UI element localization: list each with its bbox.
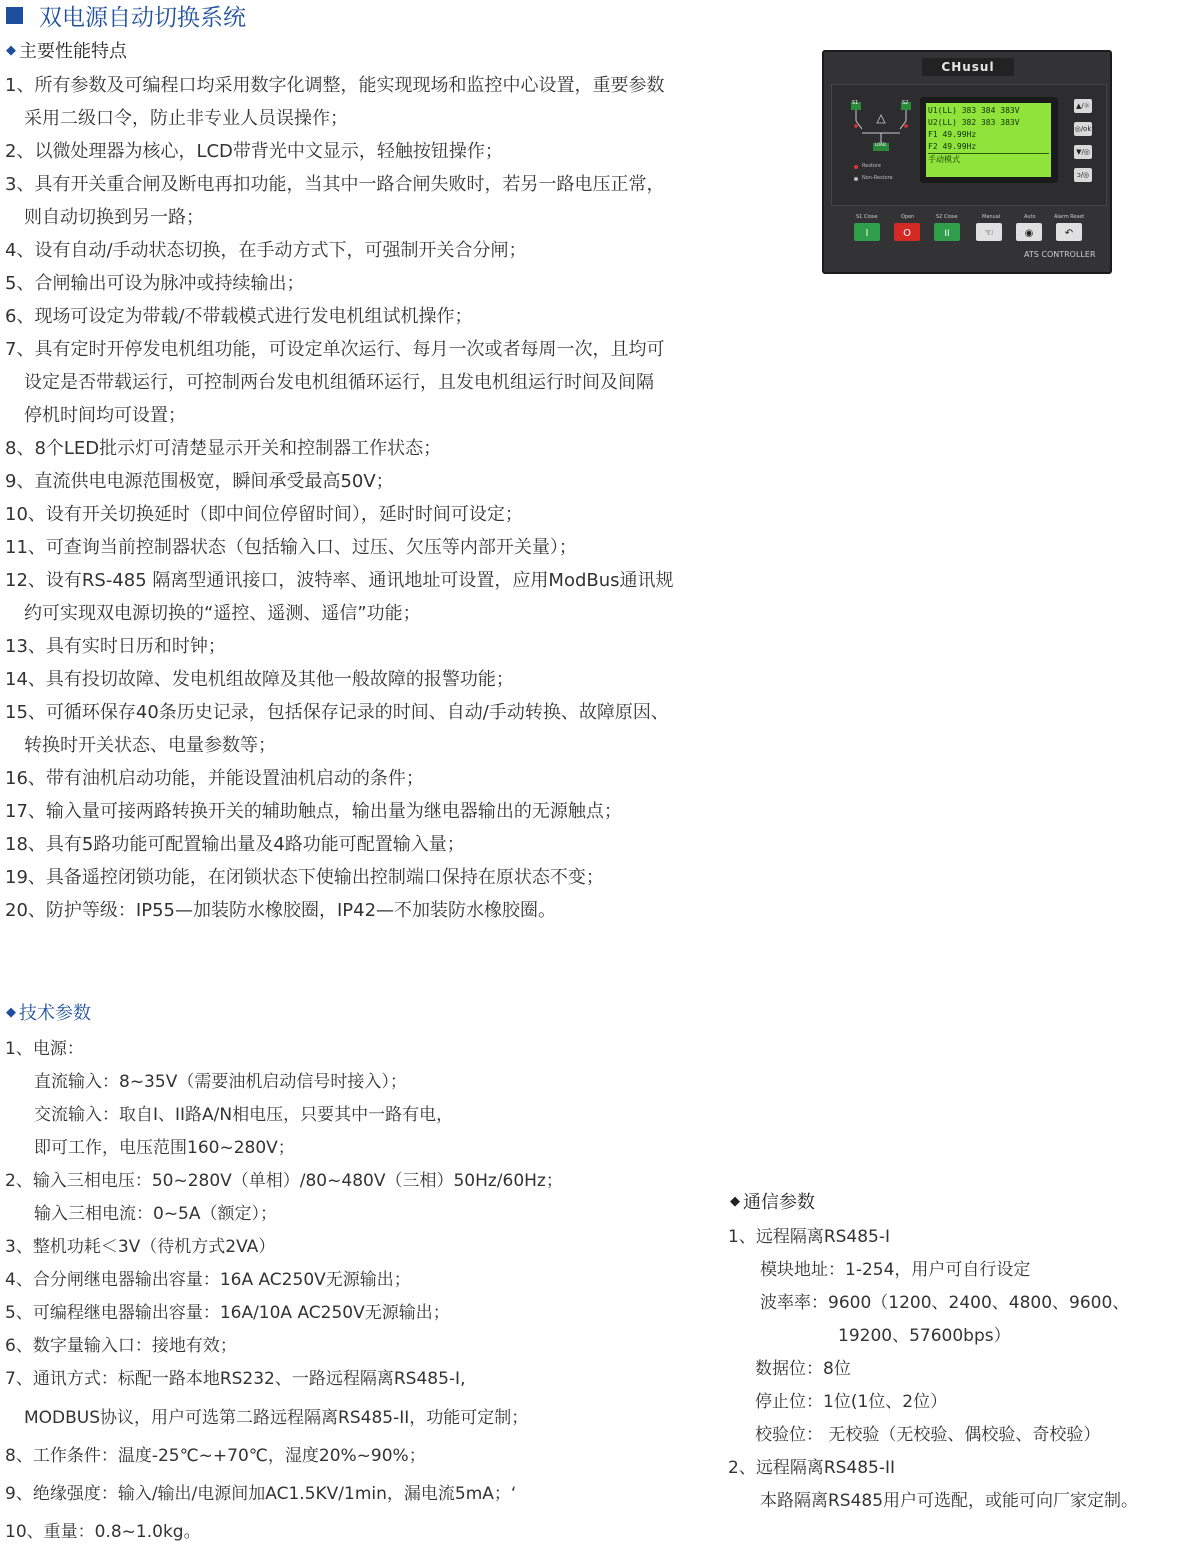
list-item: 输入三相电流：0~5A（额定）；	[34, 1204, 278, 1224]
list-item: 本路隔离RS485用户可选配，或能可向厂家定制。	[760, 1491, 1139, 1511]
list-item: 3、具有开关重合闸及断电再扣功能，当其中一路合闸失败时，若另一路电压正常，	[5, 174, 665, 195]
list-item: 波率率：9600（1200、2400、4800、9600、	[760, 1293, 1130, 1313]
list-item: 5、可编程继电器输出容量：16A/10A AC250V无源输出；	[5, 1303, 450, 1323]
key-glyph: ◉	[1024, 228, 1034, 239]
lcd-line: U2(LL) 382 383 383V	[928, 118, 1020, 127]
key-label: S2 Close	[936, 214, 958, 220]
ats-controller-image	[822, 50, 1112, 274]
auto-key	[1016, 223, 1042, 241]
s1-close-key	[854, 223, 880, 241]
list-item: 则自动切换到另一路；	[24, 207, 204, 228]
list-item: 停机时间均可设置；	[24, 405, 186, 426]
list-item: 7、通讯方式：标配一路本地RS232、一路远程隔离RS485-I,	[5, 1369, 466, 1389]
list-item: 19、具备遥控闭锁功能，在闭锁状态下使输出控制端口保持在原状态不变；	[5, 867, 604, 888]
controller-upper-panel	[831, 84, 1107, 206]
list-item: 17、输入量可接两路转换开关的辅助触点，输出量为继电器输出的无源触点；	[5, 801, 622, 822]
lcd-line: F1 49.99Hz	[928, 130, 977, 139]
list-item: 13、具有实时日历和时钟；	[5, 636, 226, 657]
list-item: 15、可循环保存40条历史记录，包括保存记录的时间、自动/手动转换、故障原因、	[5, 702, 669, 723]
list-item: 模块地址：1-254，用户可自行设定	[760, 1260, 1031, 1280]
list-item: 转换时开关状态、电量参数等；	[24, 735, 276, 756]
diamond-icon: ◆	[730, 1193, 740, 1209]
ok-button: ◎/ok	[1074, 122, 1092, 136]
switch-diagram-icon	[848, 99, 916, 159]
list-item: 8、工作条件：温度-25℃~+70℃，湿度20%~90%；	[5, 1446, 426, 1466]
list-item: 10、重量：0.8~1.0kg。	[5, 1522, 201, 1542]
alarm-reset-key	[1056, 223, 1082, 241]
non-restore-led	[854, 177, 858, 181]
list-item: 6、现场可设定为带载/不带载模式进行发电机组试机操作；	[5, 306, 473, 327]
list-item: 9、绝缘强度：输入/输出/电源间加AC1.5KV/1min，漏电流5mA；‘	[5, 1484, 517, 1504]
list-item: 数据位：8位	[755, 1359, 851, 1379]
list-item: 设定是否带载运行，可控制两台发电机组循环运行，且发电机组运行时间及间隔	[24, 372, 654, 393]
list-item: 直流输入：8~35V（需要油机启动信号时接入）；	[34, 1072, 407, 1092]
list-item: 3、整机功耗＜3V（待机方式2VA）	[5, 1237, 276, 1257]
back-button: ↄ/◎	[1074, 168, 1092, 182]
lcd-screen	[926, 103, 1051, 177]
key-label: Open	[901, 214, 915, 220]
list-item: 18、具有5路功能可配置输出量及4路功能可配置输入量；	[5, 834, 465, 855]
restore-led	[854, 165, 858, 169]
list-item: 20、防护等级：IP55—加装防水橡胶圈，IP42—不加装防水橡胶圈。	[5, 900, 557, 921]
key-label: Auto	[1024, 214, 1036, 220]
features-heading-text: 主要性能特点	[19, 41, 127, 62]
list-item: 12、设有RS-485 隔离型通讯接口，波特率、通讯地址可设置，应用ModBus通讯规	[5, 570, 674, 591]
title-square-icon	[6, 7, 23, 24]
lcd-line: F2 49.99Hz	[928, 142, 977, 151]
list-item: 4、合分闸继电器输出容量：16A AC250V无源输出；	[5, 1270, 411, 1290]
s2-label: S2	[902, 100, 909, 106]
down-button: ▼/◎	[1074, 145, 1092, 159]
list-item: 校验位： 无校验（无校验、偶校验、奇校验）	[755, 1425, 1101, 1445]
key-label: Alarm Reset	[1054, 214, 1085, 220]
s2-close-key	[934, 223, 960, 241]
restore-label: Restore	[862, 163, 881, 169]
list-item: 即可工作，电压范围160~280V；	[34, 1138, 295, 1158]
list-item: 1、所有参数及可编程口均采用数字化调整，能实现现场和监控中心设置，重要参数	[5, 75, 665, 96]
diamond-icon: ◆	[6, 1004, 16, 1020]
key-label: S1 Close	[856, 214, 878, 220]
list-item: 4、设有自动/手动状态切换，在手动方式下，可强制开关合分闸；	[5, 240, 527, 261]
list-item: 1、远程隔离RS485-I	[728, 1227, 891, 1247]
open-key	[894, 223, 920, 241]
list-item: 7、具有定时开停发电机组功能，可设定单次运行、每月一次或者每周一次，且均可	[5, 339, 665, 360]
key-glyph: ☜	[984, 228, 994, 239]
features-heading	[6, 37, 127, 63]
up-light-button: ▲/☼	[1074, 99, 1092, 113]
page-title-text: 双电源自动切换系统	[39, 4, 246, 31]
list-item: 14、具有投切故障、发电机组故障及其他一般故障的报警功能；	[5, 669, 514, 690]
list-item: 6、数字量输入口：接地有效；	[5, 1336, 237, 1356]
list-item: 5、合闸输出可设为脉冲或持续输出；	[5, 273, 305, 294]
comm-heading-text: 通信参数	[743, 1192, 815, 1213]
list-item: 2、输入三相电压：50~280V（单相）/80~480V（三相）50Hz/60Hz；	[5, 1171, 563, 1191]
list-item: 19200、57600bps）	[838, 1326, 1011, 1346]
lcd-line: U1(LL) 383 384 383V	[928, 106, 1020, 115]
key-glyph: ↶	[1064, 228, 1074, 239]
s1-label: S1	[852, 100, 859, 106]
list-item: 8、8个LED批示灯可清楚显示开关和控制器工作状态；	[5, 438, 442, 459]
non-restore-label: Non-Restore	[862, 175, 893, 181]
lcd-line: 手动模式	[928, 153, 1049, 166]
key-glyph: II	[944, 229, 950, 239]
list-item: MODBUS协议，用户可选第二路远程隔离RS485-II，功能可定制；	[24, 1408, 529, 1428]
list-item: 1、电源：	[5, 1039, 84, 1059]
brand-logo: CHusul	[922, 58, 1014, 76]
list-item: 约可实现双电源切换的“遥控、遥测、遥信”功能；	[24, 603, 421, 624]
load-label: LOAD	[875, 142, 886, 147]
ats-controller-label: ATS CONTROLLER	[1024, 250, 1096, 259]
diamond-icon: ◆	[6, 42, 16, 58]
list-item: 交流输入：取自I、II路A/N相电压，只要其中一路有电，	[34, 1105, 454, 1125]
manual-key	[976, 223, 1002, 241]
key-glyph: I	[865, 228, 869, 239]
list-item: 9、直流供电电源范围极宽，瞬间承受最高50V；	[5, 471, 394, 492]
tech-heading-text: 技术参数	[19, 1003, 91, 1024]
tech-heading	[6, 999, 91, 1025]
comm-heading	[730, 1187, 815, 1215]
list-item: 10、设有开关切换延时（即中间位停留时间），延时时间可设定；	[5, 504, 523, 525]
lcd-display	[920, 97, 1058, 183]
list-item: 停止位：1位(1位、2位）	[755, 1392, 948, 1412]
list-item: 11、可查询当前控制器状态（包括输入口、过压、欠压等内部开关量）；	[5, 537, 577, 558]
list-item: 2、远程隔离RS485-II	[728, 1458, 896, 1478]
list-item: 2、以微处理器为核心，LCD带背光中文显示，轻触按钮操作；	[5, 141, 503, 162]
list-item: 采用二级口令，防止非专业人员误操作；	[24, 108, 348, 129]
key-glyph: O	[903, 228, 911, 239]
page-title	[6, 0, 246, 30]
key-label: Manual	[982, 214, 1001, 220]
list-item: 16、带有油机启动功能，并能设置油机启动的条件；	[5, 768, 424, 789]
